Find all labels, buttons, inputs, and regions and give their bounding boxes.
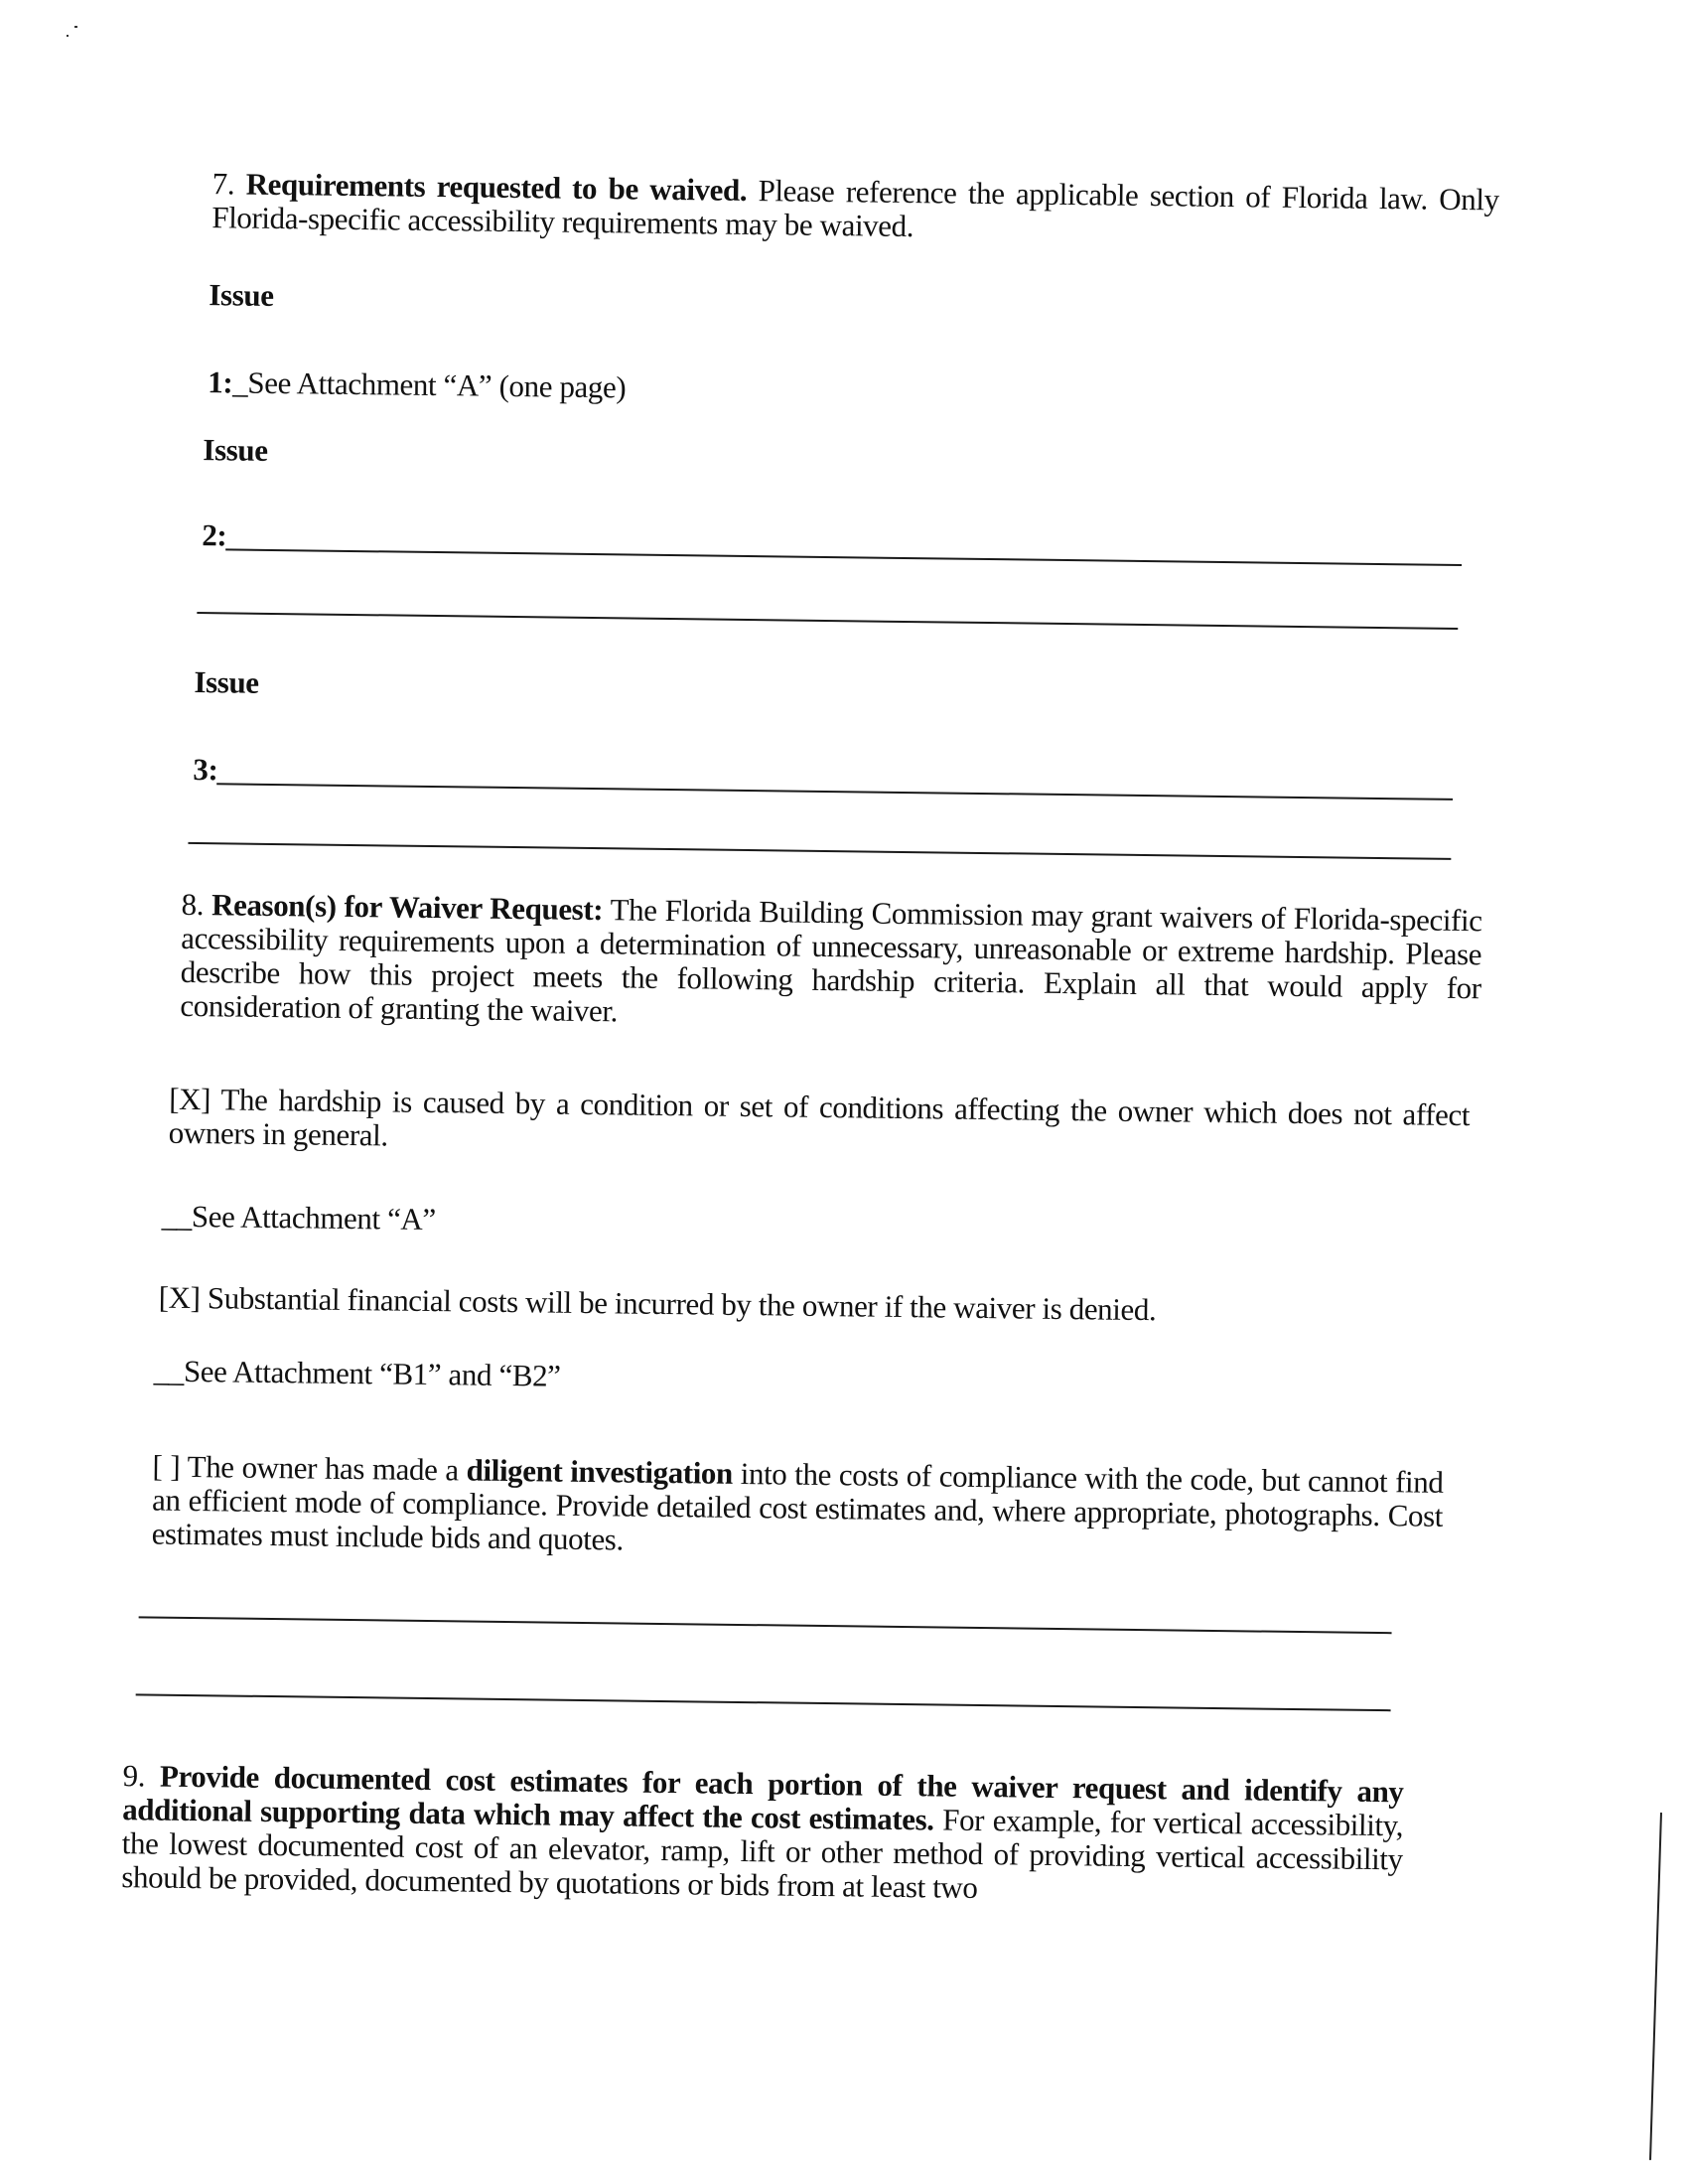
- section-7-paragraph: [211, 167, 1499, 250]
- hardship-option-1: [169, 1083, 1471, 1166]
- hardship-option-1-response-prefix: __: [161, 1198, 193, 1234]
- issue-2-label: Issue: [203, 432, 268, 468]
- hardship-option-1-paragraph: [169, 1083, 1471, 1166]
- issue-1-field[interactable]: [208, 365, 626, 404]
- issue-3-input-line-2[interactable]: [188, 842, 1451, 860]
- issue-3-input-line-1[interactable]: [216, 783, 1453, 801]
- scan-artifact: [74, 26, 77, 28]
- issue-1-number: 1:: [208, 364, 233, 400]
- section-8-body: The Florida Building Commission may grant waivers of Florida-specific accessibility requirements upon a determination of unnecessary, unreasonable or extreme hardship. Please describe how this project meets the following hardship criteria. Explain all that would apply for consideration of granting the waiver.: [180, 892, 1482, 1029]
- scan-artifact: [67, 35, 69, 37]
- issue-2-input-line-2[interactable]: [197, 612, 1458, 630]
- hardship-option-1-response-text: See Attachment “A”: [191, 1198, 437, 1238]
- issue-2-number: [202, 518, 226, 552]
- hardship-option-2-checkbox[interactable]: [X]: [158, 1279, 201, 1316]
- section-7-body: Please reference the applicable section of Florida law. Only Florida-specific accessibility requirements may be waived.: [211, 172, 1499, 244]
- hardship-option-2-response-prefix: __: [153, 1353, 185, 1388]
- issue-1-value: See Attachment “A” (one page): [247, 364, 627, 405]
- section-8-paragraph: [180, 888, 1482, 1039]
- hardship-option-2: [158, 1281, 1459, 1331]
- section-8-number: 8.: [181, 886, 205, 923]
- section-9-body: For example, for vertical accessibility, the lowest documented cost of an elevator, ramp, lift or other method of providing vertical accessibility should be provided, documented by quotations or bids from at least two: [121, 1802, 1404, 1905]
- issue-3-label: Issue: [194, 663, 259, 700]
- hardship-option-2-text: Substantial financial costs will be incurred by the owner if the waiver is denied.: [207, 1280, 1157, 1328]
- hardship-option-2-response[interactable]: [154, 1355, 561, 1393]
- issue-2-input-line-1[interactable]: [225, 548, 1462, 566]
- hardship-option-1-checkbox[interactable]: [X]: [168, 1081, 211, 1117]
- section-7-number: 7.: [211, 166, 235, 202]
- hardship-option-2-response-text: See Attachment “B1” and “B2”: [183, 1353, 561, 1393]
- hardship-option-2-paragraph: [158, 1281, 1459, 1331]
- hardship-option-3-text-bold: diligent investigation: [466, 1452, 734, 1491]
- issue-3-number: [193, 753, 217, 787]
- scan-edge-line: [1649, 1813, 1662, 2160]
- section-7: [211, 167, 1499, 250]
- issue-1-label: Issue: [209, 277, 274, 313]
- section-7-heading: Requirements requested to be waived.: [245, 166, 748, 208]
- hardship-option-1-text: The hardship is caused by a condition or set of conditions affecting the owner which does not affect owners in general.: [168, 1082, 1471, 1153]
- section-8-heading: Reason(s) for Waiver Request:: [211, 887, 604, 928]
- issue-1-prefix: _: [232, 364, 248, 400]
- section-9-number: 9.: [122, 1758, 146, 1794]
- section-9-paragraph: [121, 1759, 1404, 1910]
- hardship-option-3: [151, 1450, 1443, 1567]
- issue-2-number-text: 2:: [202, 517, 227, 553]
- document-content: [121, 166, 1509, 1905]
- section-8: [180, 888, 1482, 1039]
- hardship-option-1-response[interactable]: [162, 1200, 436, 1237]
- hardship-option-3-input-line-1[interactable]: [139, 1616, 1392, 1634]
- issue-3-number-text: 3:: [193, 751, 218, 788]
- hardship-option-3-text-before: The owner has made a: [187, 1448, 467, 1488]
- section-9-heading: Provide documented cost estimates for each portion of the waiver request and identify any additional supporting data which may affect the cost estimates.: [121, 1758, 1404, 1837]
- hardship-option-3-text-after: into the costs of compliance with the code, but cannot find an efficient mode of compliance. Provide detailed cost estimates and, where appropriate, photographs. Cost estimates must include bids and quotes.: [151, 1455, 1444, 1557]
- hardship-option-3-input-line-2[interactable]: [136, 1693, 1391, 1711]
- hardship-option-3-checkbox[interactable]: [ ]: [152, 1448, 181, 1484]
- hardship-option-3-paragraph: [151, 1450, 1443, 1567]
- section-9: [121, 1759, 1404, 1910]
